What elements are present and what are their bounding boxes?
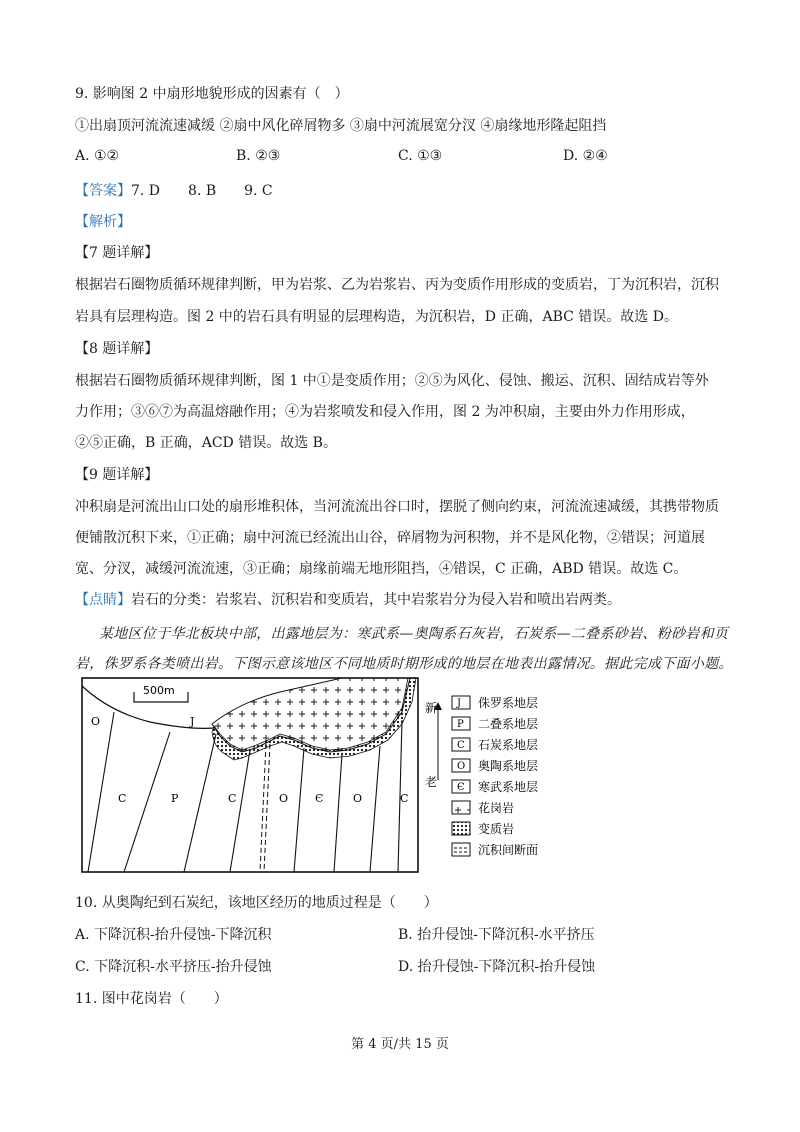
answer-text: 7. D 8. B 9. C	[131, 183, 273, 199]
legend-label-granite: 花岗岩	[478, 801, 515, 815]
q9-detail-title: 【9 题详解】	[75, 467, 159, 483]
legend-label-o: 奥陶系地层	[478, 759, 539, 773]
legend-box-metamorphic	[452, 822, 470, 835]
q9-detail-line-3: 宽、分汊，减缓河流流速，③正确；扇缘前端无地形阻挡，④错误，C 正确，ABD 错误。故选 C。	[75, 561, 688, 577]
q10-option-c: C. 下降沉积-水平挤压-抬升侵蚀	[75, 959, 272, 975]
region-label-o2: O	[279, 792, 289, 805]
scale-label: 500m	[143, 684, 175, 697]
legend-label-e: 寒武系地层	[478, 780, 539, 794]
region-label-e1: Є	[315, 792, 324, 805]
q7-detail-title: 【7 题详解】	[75, 245, 159, 261]
region-label-c2: C	[228, 792, 237, 805]
legend-sym-o: O	[457, 761, 466, 772]
tip-text: 岩石的分类：岩浆岩、沉积岩和变质岩，其中岩浆岩分为侵入岩和喷出岩两类。	[131, 592, 621, 608]
legend-sym-c: C	[457, 740, 465, 751]
legend-label-c: 石炭系地层	[478, 738, 539, 752]
legend-label-unconformity: 沉积间断面	[478, 843, 539, 857]
region-label-o-left: O	[91, 715, 101, 728]
q7-detail-line-1: 根据岩石圈物质循环规律判断，甲为岩浆、乙为岩浆岩、丙为变质作用形成的变质岩，丁为沉积岩，沉积	[75, 277, 719, 293]
q8-detail-title: 【8 题详解】	[75, 341, 159, 357]
region-label-o3: O	[353, 792, 363, 805]
q9-stem: 9. 影响图 2 中扇形地貌形成的因素有（ ）	[75, 86, 349, 102]
q10-option-a: A. 下降沉积-抬升侵蚀-下降沉积	[75, 927, 272, 943]
region-label-p: P	[171, 792, 179, 805]
q8-detail-line-3: ②⑤正确，B 正确，ACD 错误。故选 B。	[75, 435, 337, 451]
region-label-c3: C	[400, 792, 409, 805]
q9-detail-line-2: 便铺散沉积下来，①正确；扇中河流已经流出山谷，碎屑物为河积物，并不是风化物，②错误；河道展	[75, 530, 705, 546]
q10-option-b: B. 抬升侵蚀-下降沉积-水平挤压	[398, 927, 595, 943]
legend-label-j: 侏罗系地层	[478, 696, 539, 710]
q9-option-b: B. ②③	[236, 148, 281, 164]
legend-box-granite	[452, 801, 470, 814]
q10-stem: 10. 从奥陶纪到石炭纪，该地区经历的地质过程是（ ）	[75, 895, 438, 911]
q9-detail-line-1: 冲积扇是河流出山口处的扇形堆积体，当河流流出谷口时，摆脱了侧向约束，河流流速减缓，其携带物质	[75, 499, 719, 515]
answer-tag: 【答案】	[75, 183, 131, 199]
q9-option-a: A. ①②	[75, 148, 120, 164]
q11-stem: 11. 图中花岗岩（ ）	[75, 991, 228, 1007]
tip-tag: 【点睛】	[75, 592, 131, 608]
legend-sym-e: Є	[457, 782, 465, 793]
intro-line-1: 某地区位于华北板块中部，出露地层为：寒武系—奥陶系石灰岩，石炭系—二叠系砂岩、粉砂岩和页	[99, 626, 729, 642]
q8-detail-line-1: 根据岩石圈物质循环规律判断，图 1 中①是变质作用；②⑤为风化、侵蚀、搬运、沉积、固结成岩等外	[75, 373, 709, 389]
page-footer: 第 4 页/共 15 页	[351, 1037, 449, 1052]
legend-sym-j: J	[457, 698, 462, 709]
legend-old-label: 老	[425, 775, 438, 789]
region-label-c1: C	[118, 792, 127, 805]
q9-option-d: D. ②④	[563, 148, 608, 164]
q7-detail-line-2: 岩具有层理构造。图 2 中的岩石具有明显的层理构造，为沉积岩，D 正确，ABC 错误。故选 D。	[75, 309, 678, 325]
analysis-tag: 【解析】	[75, 214, 131, 230]
q9-factors: ①出扇顶河流流速减缓 ②扇中风化碎屑物多 ③扇中河流展宽分汊 ④扇缘地形隆起阻挡	[75, 118, 607, 134]
legend-sym-p: P	[457, 719, 464, 730]
q8-detail-line-2: 力作用；③⑥⑦为高温熔融作用；④为岩浆喷发和侵入作用，图 2 为冲积扇，主要由外力作用形成，	[75, 404, 695, 420]
legend-label-metamorphic: 变质岩	[478, 822, 515, 836]
intro-line-2: 岩，侏罗系各类喷出岩。下图示意该地区不同地质时期形成的地层在地表出露情况。据此完成下面小题。	[75, 656, 733, 672]
legend-new-label: 新	[425, 701, 438, 715]
legend-label-p: 二叠系地层	[478, 717, 539, 731]
q10-option-d: D. 抬升侵蚀-下降沉积-抬升侵蚀	[398, 959, 596, 975]
region-label-j: J	[190, 715, 195, 728]
geologic-map-figure	[80, 672, 560, 877]
legend-box-unconformity	[452, 843, 470, 856]
answer-line	[75, 180, 273, 200]
tip-line	[75, 589, 621, 609]
q9-option-c: C. ①③	[398, 148, 443, 164]
